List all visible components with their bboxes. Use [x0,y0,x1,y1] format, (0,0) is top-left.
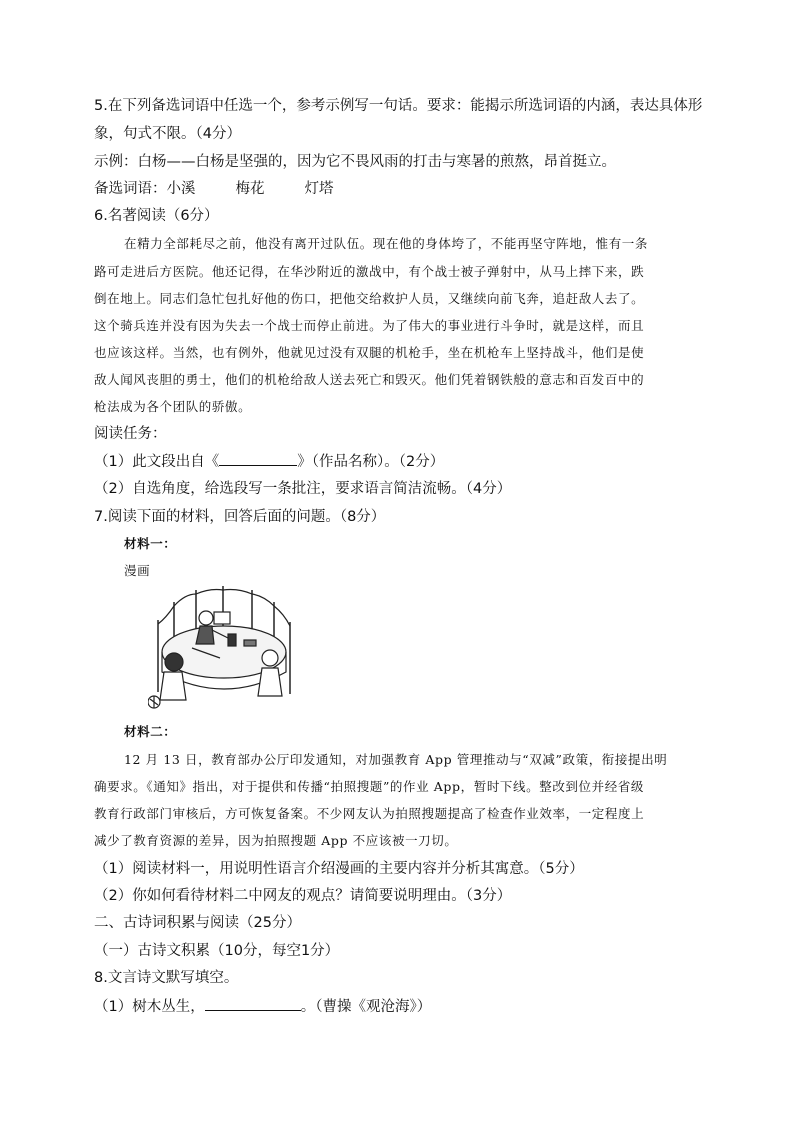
q5-option-2: 梅花 [235,181,265,197]
q5-option-3: 灯塔 [304,181,334,197]
q7-question1: （1）阅读材料一，用说明性语言介绍漫画的主要内容并分析其寓意。（5分） [94,861,584,877]
q7-question2: （2）你如何看待材料二中网友的观点？请简要说明理由。（3分） [94,888,512,904]
q6-passage-line: 这个骑兵连并没有因为失去一个战士而停止前进。为了伟大的事业进行斗争时，就是这样，而且 [94,318,645,333]
q6-task1-text-a: （1）此文段出自《 [94,454,220,470]
q6-passage-line: 敌人闻风丧胆的勇士，他们的机枪给敌人送去死亡和毁灭。他们凭着钢铁般的意志和百发百中的 [94,372,645,387]
q6-passage-line: 倒在地上。同志们急忙包扎好他的伤口，把他交给救护人员，又继续向前飞奔，追赶敌人去了。 [94,291,645,306]
section2-title: 二、古诗词积累与阅读（25分） [94,915,301,931]
q7-title: 7.阅读下面的材料，回答后面的问题。（8分） [94,509,386,525]
q5-options-prefix: 备选词语： [94,181,167,197]
material2-line: 减少了教育资源的差异，因为拍照搜题 App 不应该被一刀切。 [94,833,458,848]
q6-task1-text-b: 》（作品名称）。（2分） [297,454,445,470]
q8-item1-text-b: 。（曹操《观沧海》） [300,999,432,1015]
q8-item1-text-a: （1）树木丛生， [94,999,205,1015]
cartoon-image [148,582,298,714]
q6-task1 [94,451,444,472]
material2-line: 教育行政部门审核后，方可恢复备案。不少网友认为拍照搜题提高了检查作业效率，一定程度上 [94,806,645,821]
q6-title: 6.名著阅读（6分） [94,208,219,224]
q5-example: 示例：白杨——白杨是坚强的，因为它不畏风雨的打击与寒暑的煎熬，昂首挺立。 [94,154,616,170]
q8-item1 [94,996,431,1017]
material1-sub: 漫画 [124,563,151,578]
material2-line: 确要求。《通知》指出，对于提供和传播“拍照搜题”的作业 App，暂时下线。整改到位并经省级 [94,779,645,794]
material1-label: 材料一： [124,536,177,551]
material2-label: 材料二： [124,724,177,739]
q6-passage-line: 路可走进后方医院。他还记得，在华沙附近的激战中，有个战士被子弹射中，从马上摔下来，跌 [94,264,645,279]
q6-task-label: 阅读任务： [94,426,167,442]
q6-answer-blank[interactable] [219,451,297,466]
q6-task2: （2）自选角度，给选段写一条批注，要求语言简洁流畅。（4分） [94,481,512,497]
q5-options [94,179,334,199]
section2-sub: （一）古诗文积累（10分，每空1分） [94,943,340,959]
q8-title: 8.文言诗文默写填空。 [94,970,239,986]
q5-line2: 象，句式不限。（4分） [94,126,241,142]
q6-passage-line: 在精力全部耗尽之前，他没有离开过队伍。现在他的身体垮了，不能再坚守阵地，惟有一条 [124,236,649,251]
q6-passage-line: 也应该这样。当然，也有例外，他就见过没有双腿的机枪手，坐在机枪车上坚持战斗，他们是使 [94,345,645,360]
q5-option-1: 小溪 [166,181,196,197]
q8-answer-blank[interactable] [205,996,301,1011]
q6-passage-line: 枪法成为各个团队的骄傲。 [94,399,252,414]
q5-line1: 5.在下列备选词语中任选一个，参考示例写一句话。要求：能揭示所选词语的内涵，表达具体形 [94,98,703,114]
material2-line: 12 月 13 日，教育部办公厅印发通知，对加强教育 App 管理推动与“双减”政策，衔接提出明 [124,752,668,767]
